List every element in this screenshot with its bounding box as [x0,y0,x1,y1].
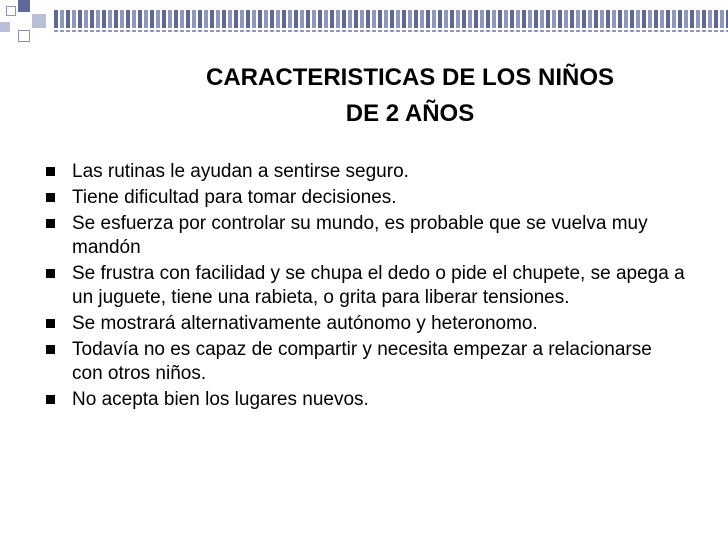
square-bullet-icon [46,345,55,354]
bullet-item [46,388,686,412]
decorative-corner-squares [0,0,56,48]
decorative-stripe-line [54,30,728,32]
bullet-item [46,160,686,184]
decor-square [6,6,16,16]
bullet-item [46,262,686,310]
bullet-text: Las rutinas le ayudan a sentirse seguro. [72,161,409,182]
slide-title [100,60,720,132]
bullet-item [46,212,686,260]
square-bullet-icon [46,395,55,404]
decor-square [18,0,30,12]
bullet-list [46,160,686,414]
square-bullet-icon [46,269,55,278]
square-bullet-icon [46,193,55,202]
square-bullet-icon [46,319,55,328]
bullet-item [46,186,686,210]
decor-square [0,22,10,32]
bullet-text: No acepta bien los lugares nuevos. [72,389,369,410]
bullet-text: Todavía no es capaz de compartir y necesita empezar a relacionarse con otros niños. [72,339,652,384]
bullet-text: Tiene dificultad para tomar decisiones. [72,187,397,208]
slide-title-line-2: DE 2 AÑOS [345,100,475,127]
bullet-text: Se frustra con facilidad y se chupa el dedo o pide el chupete, se apega a un juguete, tiene una rabieta, o grita para liberar tensiones. [72,263,685,308]
bullet-item [46,312,686,336]
square-bullet-icon [46,167,55,176]
bullet-item [46,338,686,386]
square-bullet-icon [46,219,55,228]
decor-square [18,30,30,42]
bullet-text: Se esfuerza por controlar su mundo, es probable que se vuelva muy mandón [72,213,648,258]
slide-title-line-1: CARACTERISTICAS DE LOS NIÑOS [205,64,615,91]
decor-square [32,14,46,28]
decorative-stripe-band [54,10,728,28]
bullet-text: Se mostrará alternativamente autónomo y heteronomo. [72,313,538,334]
